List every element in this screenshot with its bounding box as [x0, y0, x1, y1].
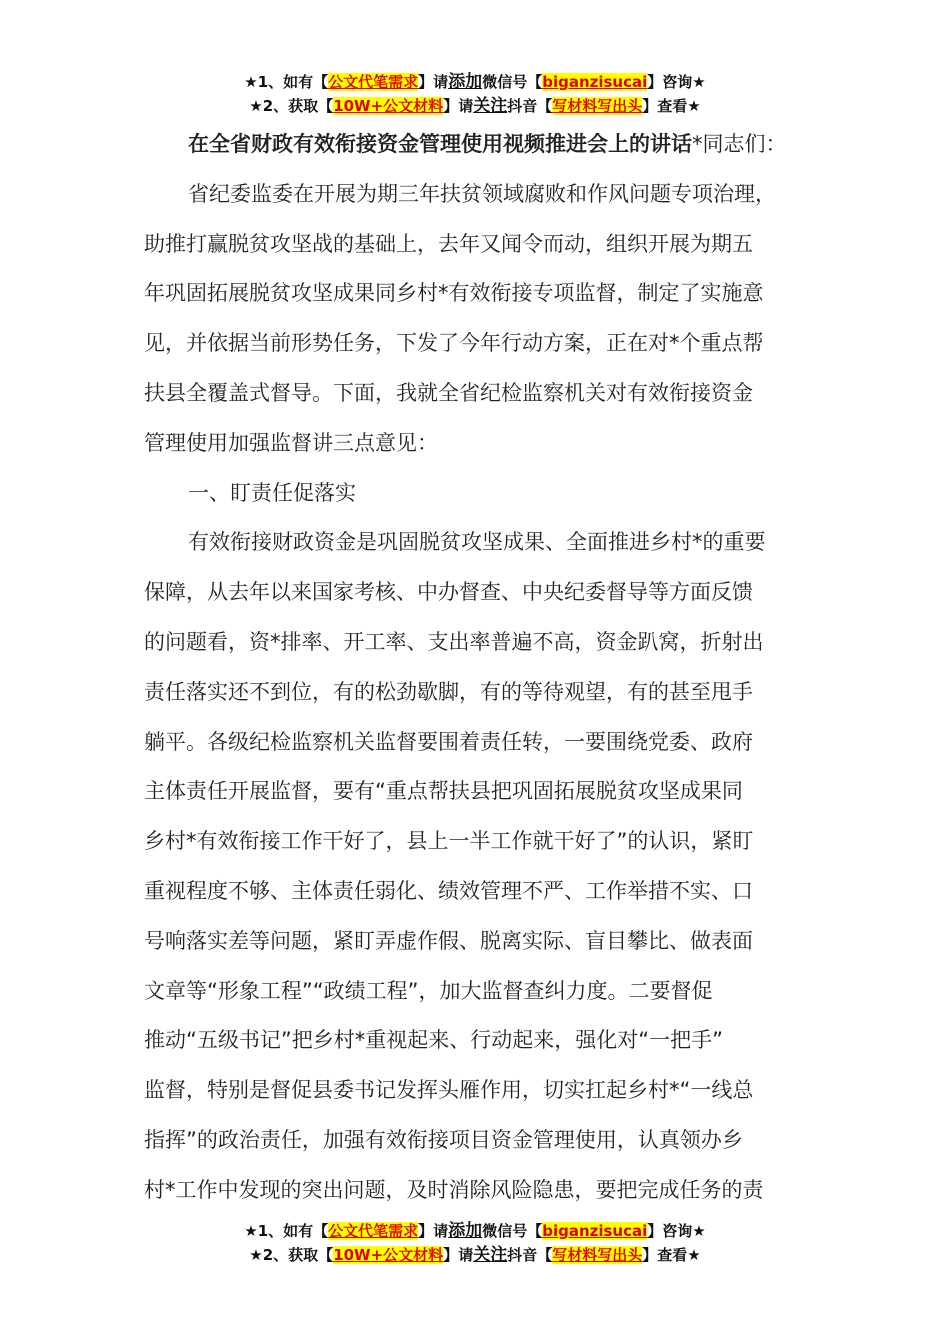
banner-highlight: 10W+公文材料	[333, 97, 444, 115]
banner-highlight: 公文代笔需求	[328, 73, 419, 91]
text-line: 躺平。各级纪检监察机关监督要围着责任转，一要围绕党委、政府	[144, 729, 753, 754]
text-line: 管理使用加强监督讲三点意见：	[144, 430, 438, 455]
text-line: 年巩固拓展脱贫攻坚成果同乡村*有效衔接专项监督，制定了实施意	[144, 281, 764, 306]
banner-highlight: 公文代笔需求	[328, 1222, 419, 1240]
salutation: *同志们：	[692, 132, 787, 156]
banner-text: 】请	[418, 1222, 449, 1240]
text-line: 推动“五级书记”把乡村*重视起来、行动起来，强化对“一把手”	[144, 1028, 724, 1053]
text-line: 的问题看，资*排率、开工率、支出率普遍不高，资金趴窝，折射出	[144, 629, 764, 654]
banner-highlight: 10W+公文材料	[333, 1246, 444, 1264]
text-line: 乡村*有效衔接工作干好了，县上一半工作就干好了”的认识，紧盯	[144, 829, 754, 854]
banner-text: ★2、获取【	[249, 1246, 334, 1264]
banner-text: 】请	[418, 73, 449, 91]
text-line: 监督，特别是督促县委书记发挥头雁作用，切实扛起乡村*“一线总	[144, 1078, 754, 1103]
banner-text: ★2、获取【	[249, 97, 334, 115]
text-line: 文章等“形象工程”“政绩工程”，加大监督查纠力度。二要督促	[144, 978, 713, 1003]
banner-text: 微信号【	[482, 73, 543, 91]
promo-banner-top-2	[0, 94, 950, 118]
banner-highlight: biganzisucai	[542, 1222, 648, 1240]
banner-text: 抖音【	[507, 1246, 553, 1264]
promo-banner-bottom-2	[0, 1243, 950, 1267]
text-line: 重视程度不够、主体责任弱化、绩效管理不严、工作举措不实、口	[144, 878, 753, 903]
document-body	[144, 120, 824, 1216]
banner-highlight: biganzisucai	[542, 73, 648, 91]
title-line	[144, 120, 824, 170]
banner-text: 】请	[443, 1246, 474, 1264]
banner-highlight: 写材料写出头	[552, 1246, 643, 1264]
text-line: 保障，从去年以来国家考核、中办督查、中央纪委督导等方面反馈	[144, 580, 753, 605]
text-line: 有效衔接财政资金是巩固脱贫攻坚成果、全面推进乡村*的重要	[188, 530, 766, 555]
banner-text: 】咨询★	[647, 73, 706, 91]
doc-title: 在全省财政有效衔接资金管理使用视频推进会上的讲话	[188, 132, 692, 156]
banner-text: 抖音【	[507, 97, 553, 115]
text-line: 省纪委监委在开展为期三年扶贫领域腐败和作风问题专项治理，	[188, 181, 776, 206]
promo-banner-bottom-1	[0, 1219, 950, 1243]
banner-underline: 关注	[473, 1245, 508, 1265]
text-line: 主体责任开展监督，要有“重点帮扶县把巩固拓展脱贫攻坚成果同	[144, 779, 743, 804]
banner-text: 】请	[443, 97, 474, 115]
text-line: 助推打赢脱贫攻坚战的基础上，去年又闻令而动，组织开展为期五	[144, 231, 753, 256]
promo-banner-top-1	[0, 70, 950, 94]
banner-text: 】查看★	[642, 97, 701, 115]
banner-text: 】咨询★	[647, 1222, 706, 1240]
text-line: 责任落实还不到位，有的松劲歇脚，有的等待观望，有的甚至甩手	[144, 679, 753, 704]
banner-text: ★1、如有【	[244, 73, 329, 91]
banner-underline: 添加	[448, 72, 483, 92]
text-line: 村*工作中发现的突出问题，及时消除风险隐患，要把完成任务的责	[144, 1177, 764, 1202]
banner-text: 微信号【	[482, 1222, 543, 1240]
banner-underline: 添加	[448, 1221, 483, 1241]
banner-highlight: 写材料写出头	[552, 97, 643, 115]
text-line: 指挥”的政治责任，加强有效衔接项目资金管理使用，认真领办乡	[144, 1127, 743, 1152]
banner-text: ★1、如有【	[244, 1222, 329, 1240]
banner-underline: 关注	[473, 96, 508, 116]
text-line: 扶县全覆盖式督导。下面，我就全省纪检监察机关对有效衔接资金	[144, 380, 753, 405]
banner-text: 】查看★	[642, 1246, 701, 1264]
text-line: 见，并依据当前形势任务，下发了今年行动方案，正在对*个重点帮	[144, 331, 764, 356]
section-heading: 一、盯责任促落实	[188, 480, 356, 505]
text-line: 号响落实差等问题，紧盯弄虚作假、脱离实际、盲目攀比、做表面	[144, 928, 753, 953]
